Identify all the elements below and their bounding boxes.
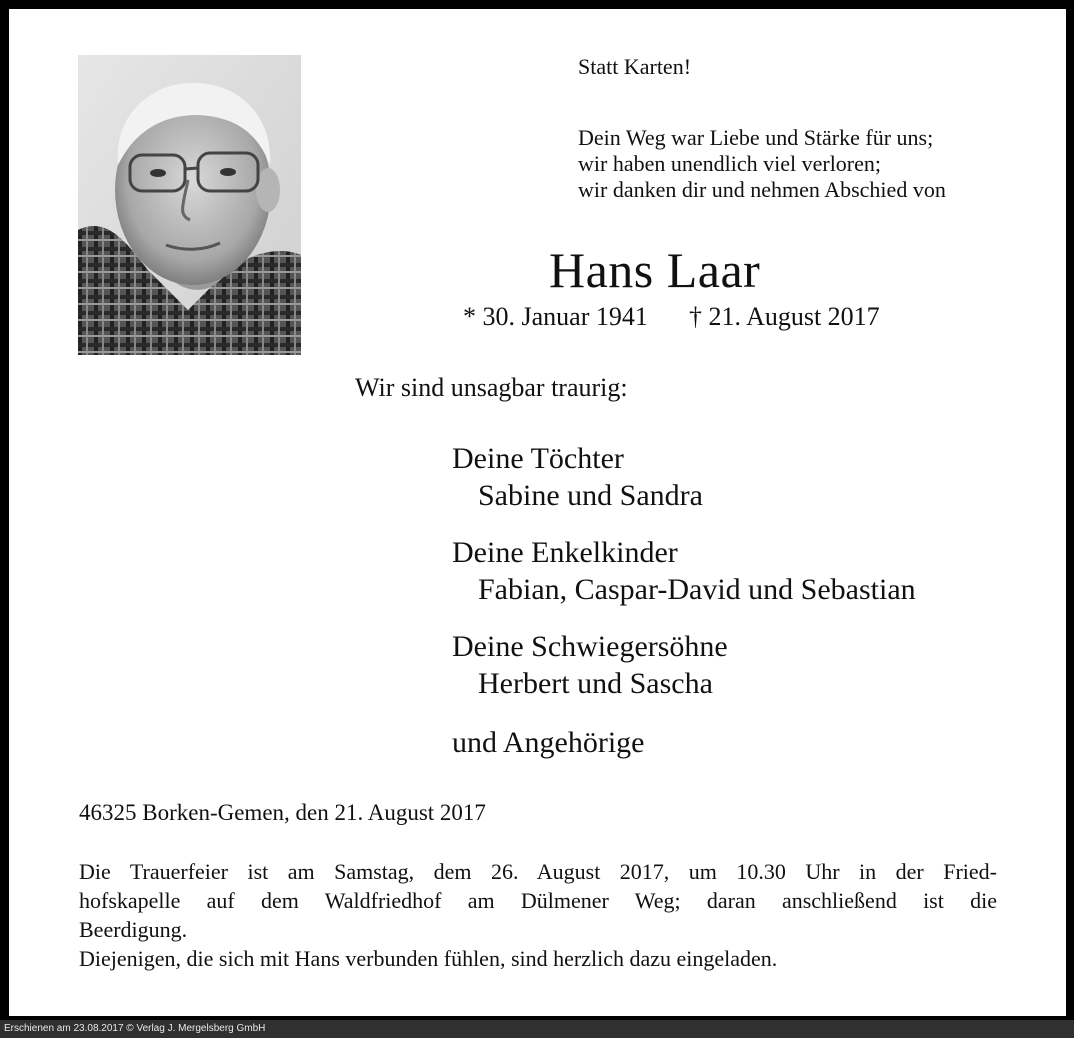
ceremony-line-2: hofskapelle auf dem Waldfriedhof am Dülmener Weg; daran anschließend ist die (79, 888, 997, 913)
mourner-names-3: Herbert und Sascha (478, 667, 713, 700)
poem-line-3: wir danken dir und nehmen Abschied von (578, 177, 946, 202)
ceremony-line-4: Diejenigen, die sich mit Hans verbunden fühlen, sind herzlich dazu eingeladen. (79, 946, 778, 971)
portrait-photo (78, 55, 301, 355)
mourner-relation-2: Deine Enkelkinder (452, 536, 678, 569)
ceremony-line-3: Beerdigung. (79, 917, 188, 942)
place-date: 46325 Borken-Gemen, den 21. August 2017 (79, 800, 486, 825)
relatives-line: und Angehörige (452, 726, 645, 759)
footer-text: Erschienen am 23.08.2017 © Verlag J. Mergelsberg GmbH (4, 1023, 266, 1034)
portrait-icon (78, 55, 301, 355)
poem-line-1: Dein Weg war Liebe und Stärke für uns; (578, 125, 934, 150)
grief-line: Wir sind unsagbar traurig: (355, 373, 628, 402)
statt-karten-label: Statt Karten! (578, 54, 692, 79)
mourner-names-2: Fabian, Caspar-David und Sebastian (478, 573, 916, 606)
ceremony-line-1: Die Trauerfeier ist am Samstag, dem 26. August 2017, um 10.30 Uhr in der Fried- (79, 859, 997, 884)
mourner-names-1: Sabine und Sandra (478, 479, 703, 512)
mourner-relation-3: Deine Schwiegersöhne (452, 630, 728, 663)
poem-line-2: wir haben unendlich viel verloren; (578, 151, 882, 176)
death-date: † 21. August 2017 (689, 302, 880, 331)
mourner-relation-1: Deine Töchter (452, 442, 624, 475)
birth-date: * 30. Januar 1941 (463, 302, 648, 331)
footer-bar (0, 1020, 1074, 1038)
deceased-name: Hans Laar (549, 242, 761, 298)
